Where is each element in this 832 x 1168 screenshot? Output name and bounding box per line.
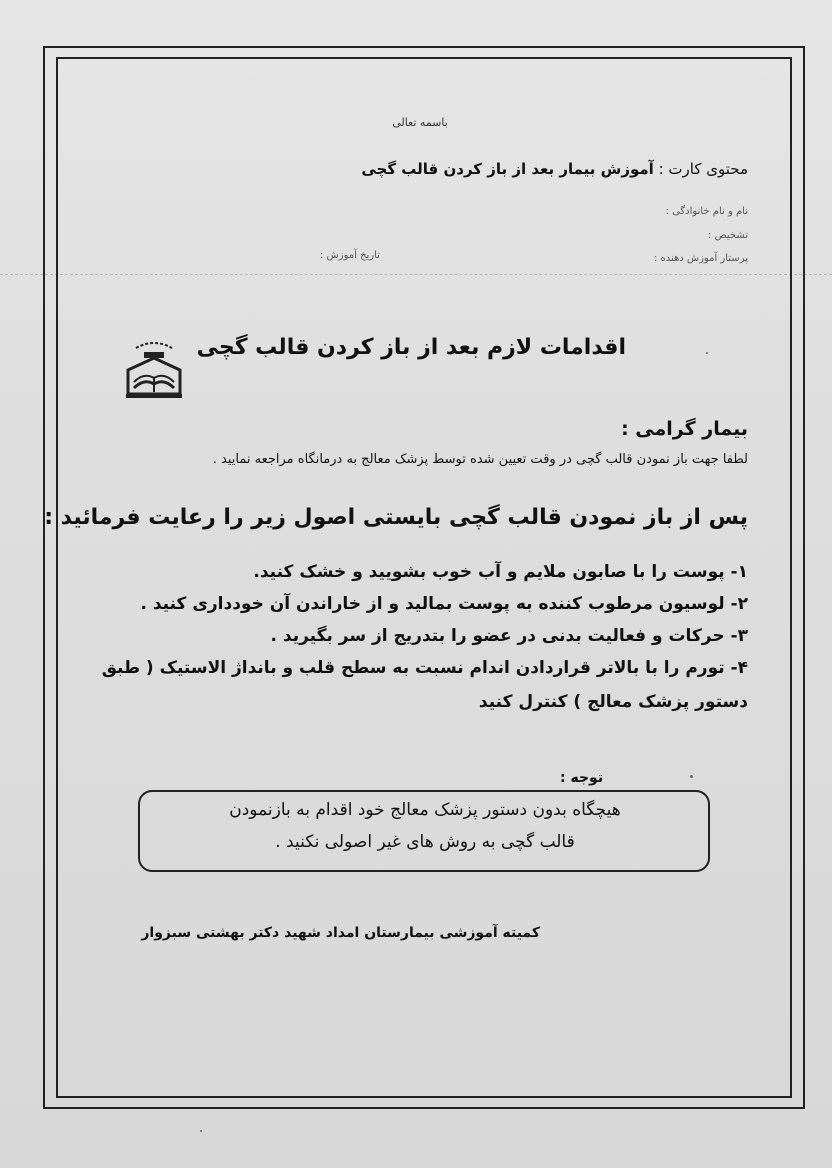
note-line-1: هیچگاه بدون دستور پزشک معالج خود اقدام به بازنمودن: [229, 800, 621, 820]
rule-2: ۲- لوسیون مرطوب کننده به پوست بمالید و از خاراندن آن خودداری کنید .: [140, 594, 748, 614]
educator-field: پرستار آموزش دهنده :: [653, 253, 748, 264]
rule-4-continued: دستور پزشک معالج ) کنترل کنید: [478, 692, 748, 712]
main-heading: اقدامات لازم بعد از باز کردن قالب گچی: [196, 335, 626, 360]
diagnosis-field: تشخیص :: [708, 230, 748, 241]
rule-4: ۴- تورم را با بالاتر قراردادن اندام نسبت به سطح قلب و بانداژ الاستیک ( طبق: [101, 658, 748, 678]
rule-3: ۳- حرکات و فعالیت بدنی در عضو را بتدریج از سر بگیرید .: [270, 626, 748, 646]
basmala: باسمه تعالی: [392, 116, 448, 129]
paper-speck: [706, 352, 708, 354]
card-title: [361, 160, 748, 178]
note-label: توجه :: [560, 770, 604, 786]
book-emblem-icon: [122, 340, 186, 400]
greeting: بیمار گرامی :: [621, 418, 748, 440]
rules-heading: پس از باز نمودن قالب گچی بایستی اصول زیر را رعایت فرمائید :: [44, 505, 748, 530]
paper-speck: [200, 1130, 202, 1132]
rule-1: ۱- پوست را با صابون ملایم و آب خوب بشویید و خشک کنید.: [253, 562, 748, 582]
paper-speck: [690, 775, 693, 778]
card-title-text: آموزش بیمار بعد از باز کردن قالب گچی: [361, 160, 654, 178]
date-field: تاریخ آموزش :: [320, 250, 380, 261]
name-field: نام و نام خانوادگی :: [665, 206, 748, 217]
footer-committee: کمیته آموزشی بیمارستان امداد شهید دکتر بهشتی سبزوار: [141, 925, 540, 941]
intro-text: لطفا جهت باز نمودن قالب گچی در وقت تعیین شده توسط پزشک معالج به درمانگاه مراجعه نمایید .: [212, 452, 748, 467]
card-label: محتوی کارت :: [658, 160, 748, 178]
note-line-2: قالب گچی به روش های غیر اصولی نکنید .: [275, 832, 575, 852]
